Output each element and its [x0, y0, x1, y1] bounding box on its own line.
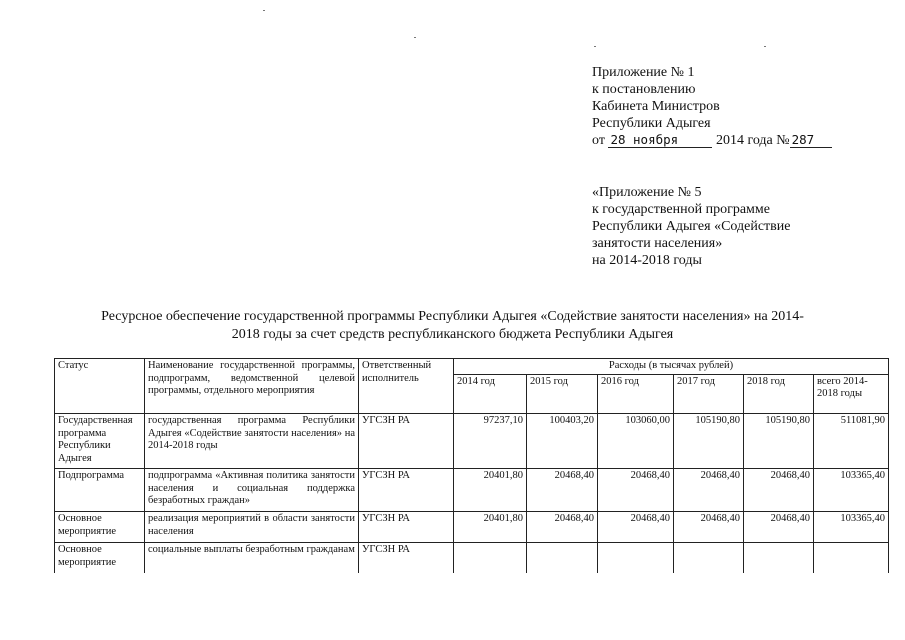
row-year-value — [527, 543, 598, 574]
row-year-value: 20468,40 — [598, 512, 674, 543]
appendix-1-line: к постановлению — [592, 82, 696, 97]
row-year-value: 20468,40 — [674, 469, 744, 512]
row-year-value — [744, 543, 814, 574]
row-year-value: 103060,00 — [598, 414, 674, 469]
row-year-value: 20468,40 — [598, 469, 674, 512]
decree-date: 28 ноября — [608, 133, 712, 148]
row-year-value: 100403,20 — [527, 414, 598, 469]
header-year-total: всего 2014-2018 годы — [814, 374, 889, 414]
scan-speck — [414, 37, 416, 38]
header-year: 2018 год — [744, 374, 814, 414]
row-year-value: 20401,80 — [454, 512, 527, 543]
header-year: 2017 год — [674, 374, 744, 414]
appendix-5-line: к государственной программе — [592, 202, 770, 217]
header-executor: Ответственный исполнитель — [359, 359, 454, 414]
year-label: 2014 года № — [715, 133, 790, 148]
appendix-5-line: «Приложение № 5 — [592, 185, 702, 200]
row-total — [814, 543, 889, 574]
row-executor: УГСЗН РА — [359, 543, 454, 574]
row-year-value: 20401,80 — [454, 469, 527, 512]
row-status: Государственная программа Республики Адыгея — [55, 414, 145, 469]
row-year-value — [598, 543, 674, 574]
row-year-value: 20468,40 — [744, 469, 814, 512]
row-year-value: 105190,80 — [674, 414, 744, 469]
decree-date-line — [592, 132, 832, 149]
row-total: 103365,40 — [814, 512, 889, 543]
row-year-value: 20468,40 — [744, 512, 814, 543]
header-year: 2016 год — [598, 374, 674, 414]
row-status: Подпрограмма — [55, 469, 145, 512]
row-name: социальные выплаты безработным гражданам — [145, 543, 359, 574]
row-year-value: 20468,40 — [527, 469, 598, 512]
appendix-1-line: Республики Адыгея — [592, 116, 711, 131]
row-name: государственная программа Республики Адыгея «Содействие занятости населения» на 2014-2018 годы — [145, 414, 359, 469]
title-line: Ресурсное обеспечение государственной программы Республики Адыгея «Содействие занятости населения» на 2014- — [101, 309, 804, 324]
scan-speck — [764, 46, 766, 47]
header-status: Статус — [55, 359, 145, 414]
header-year: 2014 год — [454, 374, 527, 414]
scan-speck — [263, 10, 265, 11]
appendix-1-line: Кабинета Министров — [592, 99, 720, 114]
appendix-5-block — [592, 184, 791, 269]
row-total: 103365,40 — [814, 469, 889, 512]
table-row — [55, 414, 889, 469]
header-row — [55, 359, 889, 375]
appendix-5-line: занятости населения» — [592, 236, 723, 251]
row-name: реализация мероприятий в области занятости населения — [145, 512, 359, 543]
table-row — [55, 469, 889, 512]
row-year-value: 105190,80 — [744, 414, 814, 469]
row-year-value: 20468,40 — [527, 512, 598, 543]
row-executor: УГСЗН РА — [359, 512, 454, 543]
decree-number: 287 — [790, 133, 832, 148]
from-label: от — [592, 133, 605, 148]
header-name: Наименование государственной программы, подпрограмм, ведомственной целевой программы, отдельного мероприятия — [145, 359, 359, 414]
resource-table — [54, 358, 889, 573]
row-executor: УГСЗН РА — [359, 469, 454, 512]
table-row — [55, 512, 889, 543]
row-executor: УГСЗН РА — [359, 414, 454, 469]
row-status: Основное мероприятие — [55, 543, 145, 574]
table-row — [55, 543, 889, 574]
header-year: 2015 год — [527, 374, 598, 414]
row-year-value — [674, 543, 744, 574]
appendix-1-block — [592, 64, 832, 149]
row-year-value — [454, 543, 527, 574]
row-year-value: 97237,10 — [454, 414, 527, 469]
header-expenses: Расходы (в тысячах рублей) — [454, 359, 889, 375]
row-total: 511081,90 — [814, 414, 889, 469]
title-line: 2018 годы за счет средств республиканского бюджета Республики Адыгея — [231, 327, 674, 342]
appendix-5-line: Республики Адыгея «Содействие — [592, 219, 791, 234]
row-year-value: 20468,40 — [674, 512, 744, 543]
appendix-1-line: Приложение № 1 — [592, 65, 695, 80]
appendix-5-line: на 2014-2018 годы — [592, 253, 702, 268]
scan-speck — [594, 46, 596, 47]
row-name: подпрограмма «Активная политика занятости населения и социальная поддержка безработных граждан» — [145, 469, 359, 512]
document-title — [40, 308, 865, 344]
row-status: Основное мероприятие — [55, 512, 145, 543]
